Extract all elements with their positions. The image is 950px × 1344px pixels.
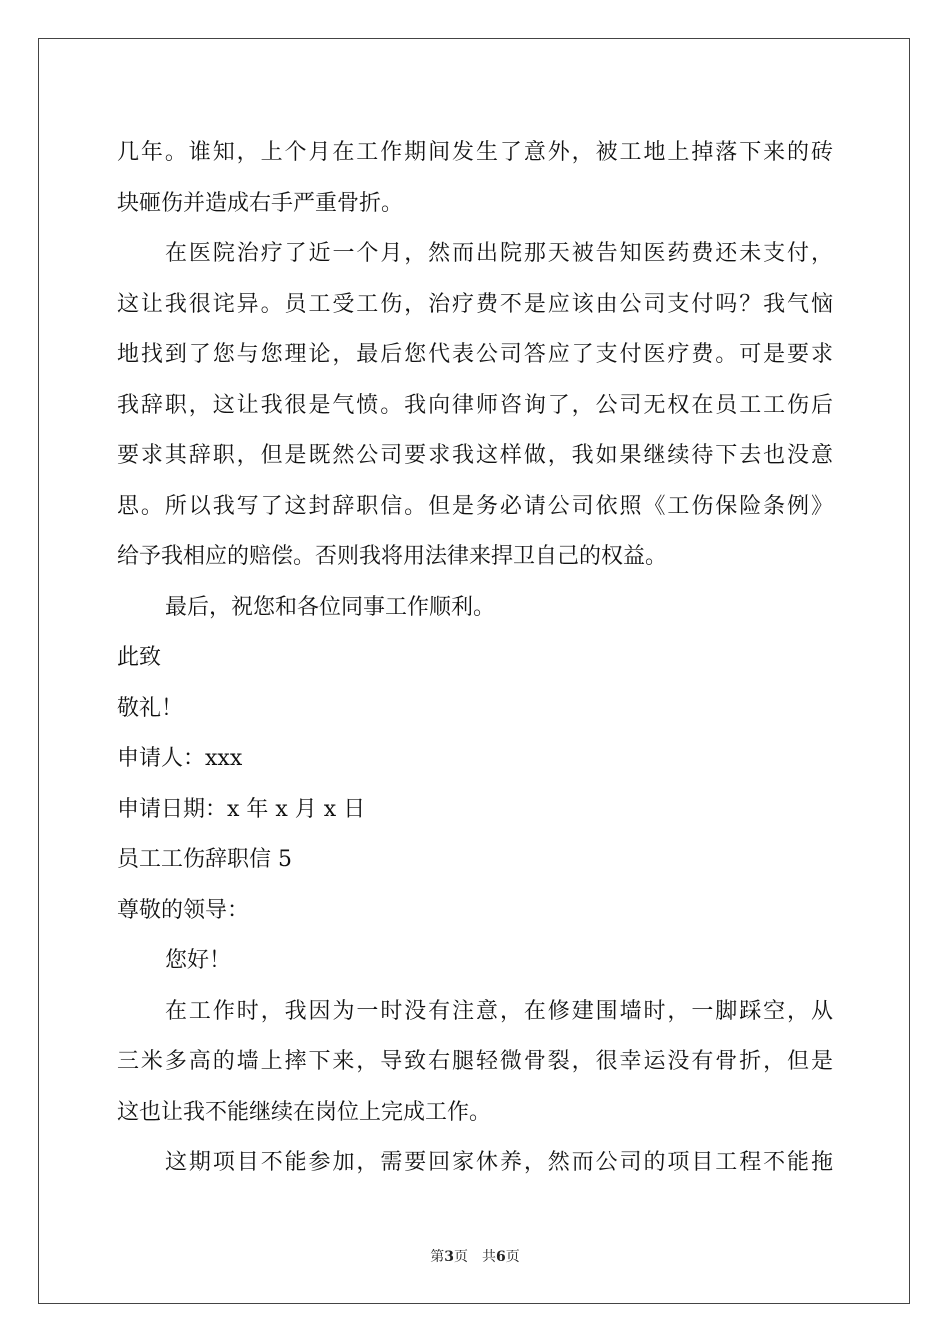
text-line: 块砸伤并造成右手严重骨折。 bbox=[117, 190, 404, 216]
text-line: 思。所以我写了这封辞职信。但是务必请公司依照《工伤保险条例》 bbox=[117, 493, 833, 519]
application-date: 申请日期：x 年 x 月 x 日 bbox=[117, 796, 366, 822]
greeting-hello: 您好！ bbox=[165, 948, 232, 973]
paragraph-start-line: 在工作时，我因为一时没有注意，在修建围墙时，一脚踩空，从 bbox=[165, 998, 833, 1024]
closing-wish: 最后，祝您和各位同事工作顺利。 bbox=[165, 594, 496, 620]
text-line: 三米多高的墙上摔下来，导致右腿轻微骨裂，很幸运没有骨折，但是 bbox=[117, 1049, 833, 1074]
salutation-regards: 敬礼！ bbox=[117, 695, 184, 721]
total-prefix: 共 bbox=[482, 1249, 496, 1265]
text-line: 地找到了您与您理论，最后您代表公司答应了支付医疗费。可是要求 bbox=[117, 342, 833, 367]
document-body bbox=[117, 128, 833, 1189]
text-line: 这让我很诧异。员工受工伤，治疗费不是应该由公司支付吗？我气恼 bbox=[117, 291, 833, 317]
paragraph-start-line: 这期项目不能参加，需要回家休养，然而公司的项目工程不能拖 bbox=[165, 1150, 833, 1175]
applicant-name: 申请人：xxx bbox=[117, 746, 243, 771]
page-prefix: 第 bbox=[430, 1249, 445, 1265]
text-line: 这也让我不能继续在岗位上完成工作。 bbox=[117, 1099, 492, 1125]
page-unit: 页 bbox=[454, 1249, 468, 1265]
text-line: 几年。谁知，上个月在工作期间发生了意外，被工地上掉落下来的砖 bbox=[117, 140, 833, 165]
salutation-close: 此致 bbox=[117, 645, 162, 670]
page-total: 6 bbox=[496, 1249, 506, 1265]
paragraph-start-line: 在医院治疗了近一个月，然而出院那天被告知医药费还未支付， bbox=[165, 241, 833, 266]
total-unit: 页 bbox=[505, 1249, 520, 1265]
page-footer bbox=[0, 1246, 950, 1266]
page-number: 3 bbox=[444, 1249, 454, 1265]
text-line: 要求其辞职，但是既然公司要求我这样做，我如果继续待下去也没意 bbox=[117, 443, 833, 468]
text-line: 给予我相应的赔偿。否则我将用法律来捍卫自己的权益。 bbox=[117, 544, 668, 569]
text-line: 我辞职，这让我很是气愤。我向律师咨询了，公司无权在员工工伤后 bbox=[117, 392, 833, 418]
letter-greeting: 尊敬的领导： bbox=[117, 897, 250, 923]
letter-title: 员工工伤辞职信 5 bbox=[117, 847, 292, 872]
